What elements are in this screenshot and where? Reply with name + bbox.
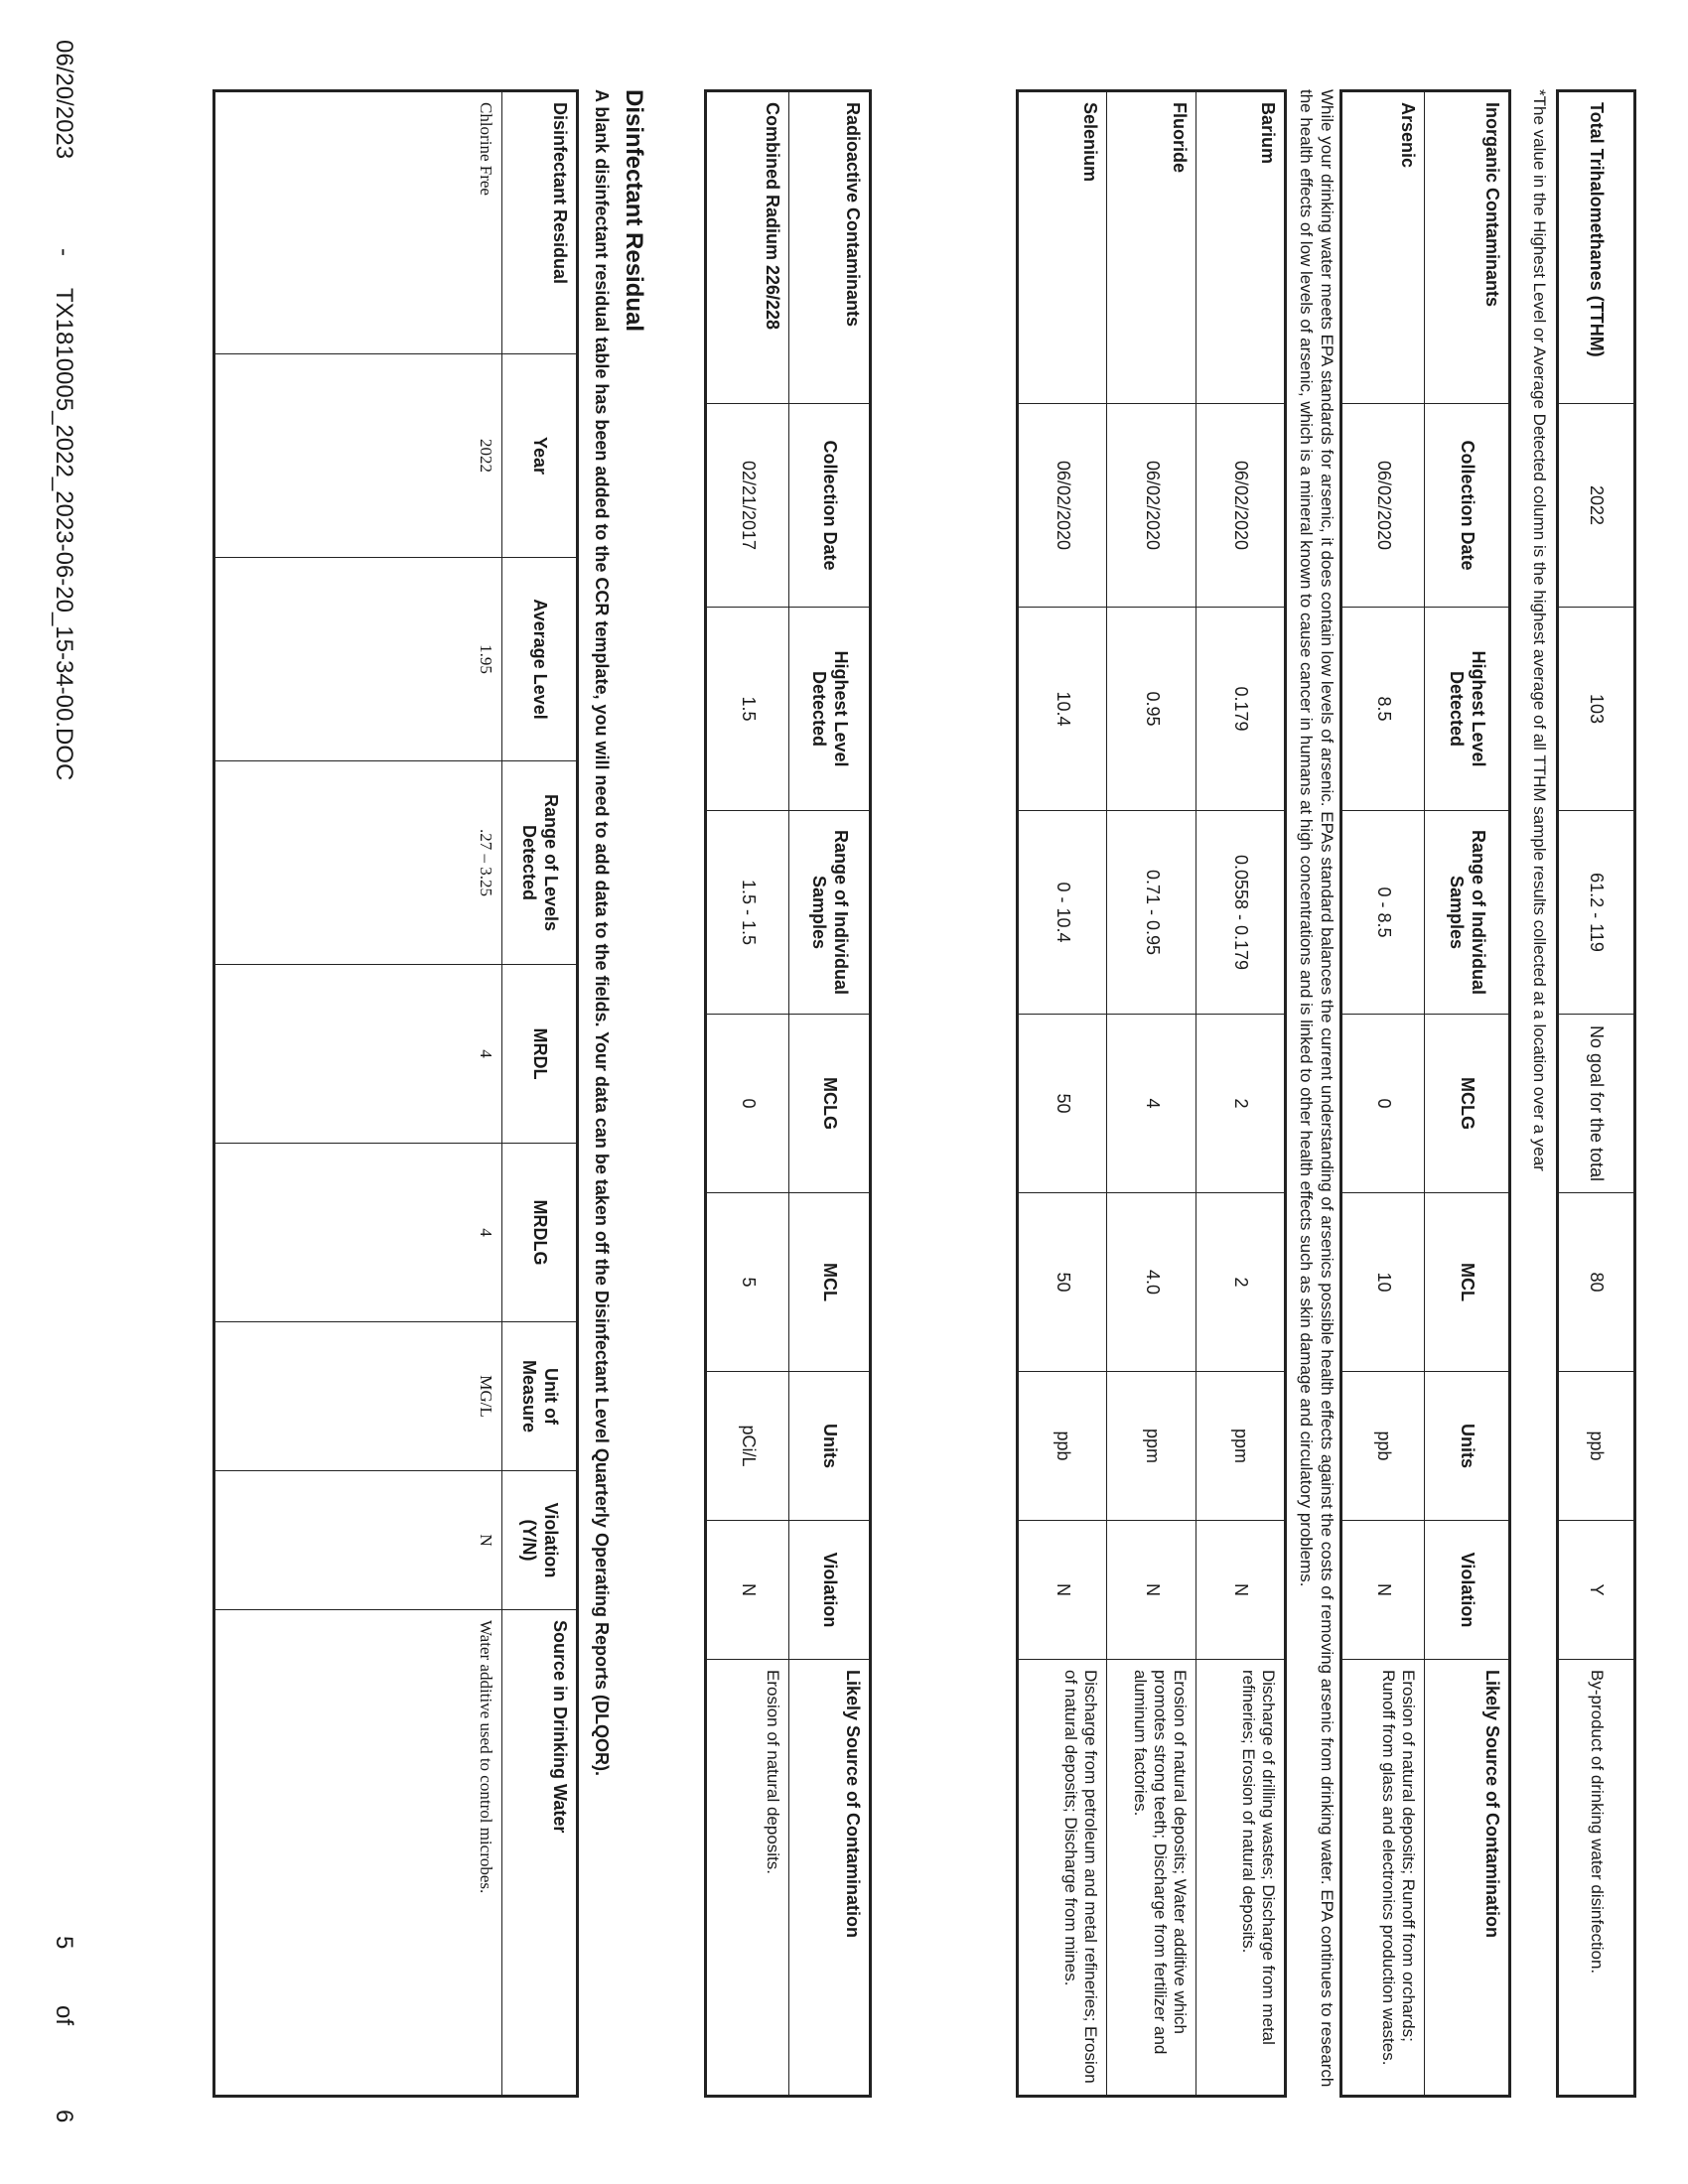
inorganic-header-row bbox=[1425, 91, 1510, 2097]
barium-date: 06/02/2020 bbox=[1196, 404, 1286, 608]
tthm-highest: 103 bbox=[1558, 608, 1635, 811]
selenium-violation: N bbox=[1018, 1521, 1107, 1660]
header-range: Range of Individual Samples bbox=[789, 811, 871, 1015]
chlorine-source: Water additive used to control microbes. bbox=[214, 1610, 502, 2097]
chlorine-year: 2022 bbox=[214, 354, 502, 558]
table-row bbox=[1341, 91, 1425, 2097]
arsenic-date: 06/02/2020 bbox=[1341, 404, 1425, 608]
selenium-range: 0 - 10.4 bbox=[1018, 811, 1107, 1015]
arsenic-range: 0 - 8.5 bbox=[1341, 811, 1425, 1015]
header-average-level: Average Level bbox=[502, 558, 578, 761]
inorganic-section bbox=[1017, 89, 1512, 2095]
table-row bbox=[706, 91, 789, 2097]
selenium-units: ppb bbox=[1018, 1372, 1107, 1521]
barium-highest: 0.179 bbox=[1196, 608, 1286, 811]
footer-date: 06/20/2023 bbox=[51, 40, 77, 160]
footer-page-number: 5 bbox=[51, 1936, 77, 1950]
table-row bbox=[1107, 91, 1196, 2097]
header-mrdl: MRDL bbox=[502, 965, 578, 1144]
selenium-source: Discharge from petroleum and metal refineries; Erosion of natural deposits; Discharge from mines. bbox=[1018, 1660, 1107, 2097]
tthm-note: *The value in the Highest Level or Average Detected column is the highest average of all TTHM sample results collected at a location over a year bbox=[1530, 89, 1549, 1171]
barium-units: ppm bbox=[1196, 1372, 1286, 1521]
tthm-year: 2022 bbox=[1558, 404, 1635, 608]
table-row bbox=[1018, 91, 1107, 2097]
radioactive-header-row bbox=[789, 91, 871, 2097]
radium-units: pCi/L bbox=[706, 1372, 789, 1521]
tthm-range: 61.2 - 119 bbox=[1558, 811, 1635, 1015]
footer-filename: TX1810005_2022_2023-06-20_15-34-00.DOC bbox=[51, 288, 77, 781]
selenium-mclg: 50 bbox=[1018, 1015, 1107, 1193]
header-violation: Violation bbox=[1425, 1521, 1510, 1660]
header-range-levels: Range of Levels Detected bbox=[502, 761, 578, 965]
fluoride-units: ppm bbox=[1107, 1372, 1196, 1521]
header-likely-source: Likely Source of Contamination bbox=[789, 1660, 871, 2097]
header-contaminant: Inorganic Contaminants bbox=[1425, 91, 1510, 404]
header-likely-source: Likely Source of Contamination bbox=[1425, 1660, 1510, 2097]
fluoride-highest: 0.95 bbox=[1107, 608, 1196, 811]
fluoride-range: 0.71 - 0.95 bbox=[1107, 811, 1196, 1015]
arsenic-note: While your drinking water meets EPA standards for arsenic, it does contain low levels of arsenic. EPAs standard balances the current understanding of arsenics possible health effects against the costs of removing arsenic from drinking water. EPA continues to research the health effects of low levels of arsenic, which is a mineral known to cause cancer in humans at high concentrations and is linked to other health effects such as skin damage and circulatory problems. bbox=[1296, 89, 1336, 2088]
header-disinfectant: Disinfectant Residual bbox=[502, 91, 578, 354]
fluoride-name: Fluoride bbox=[1107, 91, 1196, 404]
radium-date: 02/21/2017 bbox=[706, 404, 789, 608]
disinfectant-section bbox=[212, 89, 647, 2095]
header-mrdlg: MRDLG bbox=[502, 1144, 578, 1322]
fluoride-mcl: 4.0 bbox=[1107, 1193, 1196, 1372]
fluoride-mclg: 4 bbox=[1107, 1015, 1196, 1193]
selenium-highest: 10.4 bbox=[1018, 608, 1107, 811]
tthm-source: By-product of drinking water disinfection. bbox=[1558, 1660, 1635, 2097]
header-unit-measure: Unit of Measure bbox=[502, 1322, 578, 1471]
fluoride-date: 06/02/2020 bbox=[1107, 404, 1196, 608]
selenium-date: 06/02/2020 bbox=[1018, 404, 1107, 608]
tthm-name: Total Trihalomethanes (TTHM) bbox=[1558, 91, 1635, 404]
chlorine-average: 1.95 bbox=[214, 558, 502, 761]
arsenic-violation: N bbox=[1341, 1521, 1425, 1660]
radium-mcl: 5 bbox=[706, 1193, 789, 1372]
header-violation-yn: Violation (Y/N) bbox=[502, 1471, 578, 1610]
header-mcl: MCL bbox=[1425, 1193, 1510, 1372]
header-mclg: MCLG bbox=[1425, 1015, 1510, 1193]
tthm-units: ppb bbox=[1558, 1372, 1635, 1521]
radioactive-section bbox=[704, 89, 872, 2095]
footer-of: of bbox=[51, 2005, 77, 2026]
header-mcl: MCL bbox=[789, 1193, 871, 1372]
header-highest-level: Highest Level Detected bbox=[789, 608, 871, 811]
inorganic-table-continued bbox=[1017, 89, 1288, 2098]
fluoride-violation: N bbox=[1107, 1521, 1196, 1660]
chlorine-unit: MG/L bbox=[214, 1322, 502, 1471]
selenium-name: Selenium bbox=[1018, 91, 1107, 404]
fluoride-source: Erosion of natural deposits; Water additive which promotes strong teeth; Discharge from fertilizer and aluminum factories. bbox=[1107, 1660, 1196, 2097]
radium-source: Erosion of natural deposits. bbox=[706, 1660, 789, 2097]
tthm-table bbox=[1556, 89, 1636, 2098]
chlorine-mrdlg: 4 bbox=[214, 1144, 502, 1322]
chlorine-mrdl: 4 bbox=[214, 965, 502, 1144]
arsenic-units: ppb bbox=[1341, 1372, 1425, 1521]
barium-name: Barium bbox=[1196, 91, 1286, 404]
tthm-violation: Y bbox=[1558, 1521, 1635, 1660]
barium-mclg: 2 bbox=[1196, 1015, 1286, 1193]
footer-dash: - bbox=[51, 248, 77, 256]
radium-violation: N bbox=[706, 1521, 789, 1660]
chlorine-violation: N bbox=[214, 1471, 502, 1610]
selenium-mcl: 50 bbox=[1018, 1193, 1107, 1372]
barium-range: 0.0558 - 0.179 bbox=[1196, 811, 1286, 1015]
arsenic-name: Arsenic bbox=[1341, 91, 1425, 404]
disinfectant-table bbox=[212, 89, 579, 2098]
inorganic-table bbox=[1339, 89, 1511, 2098]
radium-name: Combined Radium 226/228 bbox=[706, 91, 789, 404]
barium-source: Discharge of drilling wastes; Discharge from metal refineries; Erosion of natural deposits. bbox=[1196, 1660, 1286, 2097]
footer-total-pages: 6 bbox=[51, 2110, 77, 2123]
arsenic-source: Erosion of natural deposits; Runoff from orchards; Runoff from glass and electronics production wastes. bbox=[1341, 1660, 1425, 2097]
radioactive-table bbox=[704, 89, 872, 2098]
tthm-mclg: No goal for the total bbox=[1558, 1015, 1635, 1193]
disinfectant-intro: A blank disinfectant residual table has been added to the CCR template, you will need to add data to the fields. Your data can be taken off the Disinfectant Level Quarterly Operating Reports (DLQOR). bbox=[592, 89, 612, 1776]
header-violation: Violation bbox=[789, 1521, 871, 1660]
header-year: Year bbox=[502, 354, 578, 558]
header-source-water: Source in Drinking Water bbox=[502, 1610, 578, 2097]
table-row bbox=[214, 91, 502, 2097]
radium-highest: 1.5 bbox=[706, 608, 789, 811]
barium-mcl: 2 bbox=[1196, 1193, 1286, 1372]
arsenic-mcl: 10 bbox=[1341, 1193, 1425, 1372]
header-units: Units bbox=[789, 1372, 871, 1521]
barium-violation: N bbox=[1196, 1521, 1286, 1660]
chlorine-name: Chlorine Free bbox=[214, 91, 502, 354]
disinfectant-header-row bbox=[502, 91, 578, 2097]
table-row bbox=[1196, 91, 1286, 2097]
radium-range: 1.5 - 1.5 bbox=[706, 811, 789, 1015]
tthm-mcl: 80 bbox=[1558, 1193, 1635, 1372]
disinfectant-heading: Disinfectant Residual bbox=[621, 89, 647, 333]
radium-mclg: 0 bbox=[706, 1015, 789, 1193]
header-collection-date: Collection Date bbox=[789, 404, 871, 608]
header-highest-level: Highest Level Detected bbox=[1425, 608, 1510, 811]
header-collection-date: Collection Date bbox=[1425, 404, 1510, 608]
header-mclg: MCLG bbox=[789, 1015, 871, 1193]
chlorine-range: .27 – 3.25 bbox=[214, 761, 502, 965]
tthm-row bbox=[1558, 91, 1635, 2097]
arsenic-mclg: 0 bbox=[1341, 1015, 1425, 1193]
header-range: Range of Individual Samples bbox=[1425, 811, 1510, 1015]
header-units: Units bbox=[1425, 1372, 1510, 1521]
header-contaminant: Radioactive Contaminants bbox=[789, 91, 871, 404]
arsenic-highest: 8.5 bbox=[1341, 608, 1425, 811]
tthm-section bbox=[1529, 89, 1636, 2095]
